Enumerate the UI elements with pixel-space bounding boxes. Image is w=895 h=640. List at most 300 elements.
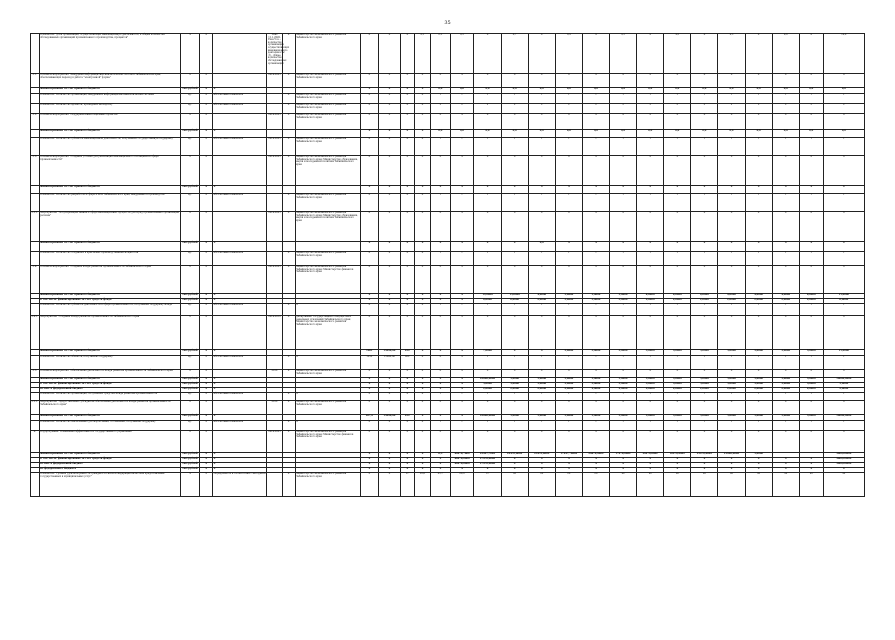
table-cell <box>31 252 40 266</box>
table-cell: Х <box>450 242 474 252</box>
table-cell: тыс.рублей <box>180 388 200 393</box>
table-cell: Х <box>180 74 200 88</box>
table-cell: Х <box>400 421 414 431</box>
table-cell: Х <box>474 186 501 194</box>
table-cell: Х <box>610 74 637 88</box>
table-cell: 3,0000 <box>664 383 691 388</box>
table-cell: 1 <box>799 304 823 316</box>
table-cell: Х <box>360 370 378 378</box>
table-cell: Х <box>282 316 295 350</box>
table-cell: Х <box>200 388 213 393</box>
table-cell: Показатель "Количество созданных в крае новых производственных мощностей" <box>39 252 180 266</box>
table-cell: 1 <box>823 94 864 104</box>
table-cell: Х <box>582 74 609 88</box>
table-cell: Финансирование за счет краевого бюджета <box>39 130 180 138</box>
table-cell: в том числе: финансирование за счет средств фонда <box>39 383 180 388</box>
table-cell: Министерство экономического развития Забайкальского края <box>295 104 360 114</box>
table-cell: Х <box>379 130 401 138</box>
table-cell: 1 <box>664 138 691 156</box>
table-cell: 1 <box>691 421 718 431</box>
table-cell: 2014-2025 <box>267 156 282 186</box>
table-cell: 5,0000 <box>555 415 582 421</box>
table-cell: Министерство экономического развития Забайкальского края <box>295 94 360 104</box>
table-cell <box>31 473 40 497</box>
table-cell: 5,0000 <box>582 294 609 299</box>
table-cell: Х <box>282 252 295 266</box>
table-cell: Х <box>379 94 401 104</box>
table-cell: 1 <box>718 138 745 156</box>
table-cell: 1 <box>772 393 799 401</box>
table-cell: Х <box>282 212 295 242</box>
table-cell: Х <box>610 266 637 294</box>
table-cell: Х <box>528 266 555 294</box>
table-cell: Х <box>718 370 745 378</box>
table-cell: Х <box>180 431 200 453</box>
table-cell: 3,0000 <box>718 383 745 388</box>
table-row <box>31 94 865 104</box>
table-cell: 1 <box>664 356 691 370</box>
table-cell: Х <box>799 401 823 415</box>
table-cell: Х <box>400 468 414 473</box>
table-cell: Х <box>772 370 799 378</box>
table-cell: Х <box>360 458 378 463</box>
table-cell: 1 <box>664 393 691 401</box>
table-cell: абсолютный показатель <box>213 194 267 212</box>
table-cell: 1 <box>555 421 582 431</box>
table-cell: Х <box>414 388 430 393</box>
table-cell: 2 <box>610 104 637 114</box>
table-cell: Х <box>282 266 295 294</box>
table-cell: 1 <box>799 393 823 401</box>
table-cell: из федерального бюджета <box>39 468 180 473</box>
table-row <box>31 114 865 130</box>
table-cell: Х <box>474 212 501 242</box>
table-cell: Х <box>501 186 528 194</box>
table-cell: Х <box>360 393 378 401</box>
table-cell: Министерство экономического развития Забайкальского края <box>295 138 360 156</box>
table-cell: Х <box>379 212 401 242</box>
table-cell: Х <box>501 316 528 350</box>
table-cell: 1 <box>501 421 528 431</box>
table-cell: 2014-2025 <box>267 74 282 88</box>
table-cell: Х <box>414 104 430 114</box>
table-cell: 3,0000 <box>501 383 528 388</box>
table-cell: 0,0 <box>772 88 799 94</box>
table-cell: Х <box>414 266 430 294</box>
table-cell: 90 <box>745 473 772 497</box>
table-cell: Х <box>379 401 401 415</box>
table-cell: Финансирование за счет краевого бюджета <box>39 294 180 299</box>
table-cell: ед. <box>180 393 200 401</box>
table-cell: Х <box>400 194 414 212</box>
table-cell: Х <box>718 212 745 242</box>
table-cell: Х <box>637 74 664 88</box>
table-cell: 1 <box>799 194 823 212</box>
table-cell: 1 <box>555 94 582 104</box>
table-cell: 2 <box>718 104 745 114</box>
table-cell: Х <box>379 453 401 458</box>
table-cell: 2 <box>474 104 501 114</box>
table-cell: 2014-2025 <box>267 266 282 294</box>
table-cell: 1 <box>745 252 772 266</box>
table-cell: 1 <box>691 94 718 104</box>
table-cell: Х <box>282 104 295 114</box>
table-cell: 1 <box>799 94 823 104</box>
table-cell: 1 <box>823 393 864 401</box>
table-cell: Х <box>200 468 213 473</box>
table-cell: Х <box>431 350 451 356</box>
table-cell: 1 <box>528 138 555 156</box>
table-cell: 15,0000 <box>823 350 864 356</box>
table-cell: 0,0 <box>555 130 582 138</box>
table-row <box>31 156 865 186</box>
table-cell: 1 <box>474 194 501 212</box>
table-cell: Х <box>400 294 414 299</box>
table-cell: Х <box>450 415 474 421</box>
table-cell: Х <box>200 156 213 186</box>
table-cell: Министерство экономического развития Забайкальского края <box>295 194 360 212</box>
table-cell: 3,0000 <box>799 383 823 388</box>
table-cell: Х <box>745 34 772 74</box>
table-cell: Х <box>282 431 295 453</box>
table-cell: 1 <box>450 421 474 431</box>
table-cell: Х <box>400 388 414 393</box>
table-cell: Х <box>200 421 213 431</box>
table-cell: 1 <box>501 194 528 212</box>
table-cell: 1 <box>664 94 691 104</box>
table-cell: 9,8 <box>772 34 799 74</box>
table-cell: Х <box>582 370 609 378</box>
table-cell: 1 <box>637 356 664 370</box>
table-cell: 2,0000 <box>637 388 664 393</box>
table-cell: 23478,6882 <box>528 453 555 458</box>
table-cell: 452 <box>400 350 414 356</box>
table-cell: Х <box>379 431 401 453</box>
table-cell: 3.5.1. <box>31 401 40 415</box>
table-cell: Х <box>431 431 451 453</box>
table-cell: 3,0000 <box>745 350 772 356</box>
table-cell: Х <box>691 431 718 453</box>
table-cell: тыс.рублей <box>180 383 200 388</box>
table-cell: 2 <box>823 104 864 114</box>
table-cell: Х <box>610 401 637 415</box>
table-cell: Показатель "Доля организаций, осуществляющих инновационную деятельность, в общем количестве обследованных организаций промышленного производства, процентов" <box>39 34 180 74</box>
table-cell: 3,0000 <box>528 383 555 388</box>
table-cell: 0,0 <box>691 130 718 138</box>
table-cell: Х <box>691 370 718 378</box>
table-cell: Х <box>610 468 637 473</box>
table-cell: 5,0000 <box>610 415 637 421</box>
table-cell: Х <box>528 350 555 356</box>
table-cell <box>213 316 267 350</box>
table-cell: Х <box>637 458 664 463</box>
table-cell: 5,0000 <box>745 453 772 458</box>
table-cell: Х <box>400 431 414 453</box>
table-cell: Х <box>200 383 213 388</box>
table-cell: 21666,0000 <box>718 453 745 458</box>
table-cell: 967,6 <box>360 415 378 421</box>
table-cell: Х <box>745 266 772 294</box>
table-cell: Х <box>450 266 474 294</box>
table-cell: 1 <box>528 421 555 431</box>
table-cell: тыс.рублей <box>180 350 200 356</box>
table-cell: Х <box>637 114 664 130</box>
table-cell: Х <box>213 294 267 299</box>
table-cell: Х <box>718 186 745 194</box>
table-cell: 89 <box>582 473 609 497</box>
table-cell: Х <box>400 378 414 383</box>
table-cell: Х <box>610 370 637 378</box>
table-cell: 5,0000 <box>610 378 637 383</box>
table-cell: Финансирование за счет краевого бюджета <box>39 415 180 421</box>
table-cell: 2014-2025 <box>267 431 282 453</box>
table-cell: Х <box>664 74 691 88</box>
table-cell: Х <box>360 130 378 138</box>
table-cell: 5,0000 <box>664 378 691 383</box>
table-cell: 2 <box>431 104 451 114</box>
table-cell: Х <box>414 252 430 266</box>
table-cell: Х <box>745 242 772 252</box>
table-cell: 5,0000 <box>501 378 528 383</box>
table-cell: Х <box>379 299 401 304</box>
table-cell: Х <box>691 186 718 194</box>
table-cell: 1 <box>745 194 772 212</box>
table-cell: 3.3. <box>31 156 40 186</box>
table-cell: Х <box>799 34 823 74</box>
table-cell: Х <box>400 130 414 138</box>
table-cell: Х <box>555 458 582 463</box>
table-row <box>31 421 865 431</box>
table-cell: 0,0 <box>474 130 501 138</box>
table-cell: Х <box>799 212 823 242</box>
table-cell: 3000,00000 <box>823 458 864 463</box>
table-cell: Х <box>379 458 401 463</box>
table-cell: Х <box>431 370 451 378</box>
table-cell: 3,0000 <box>823 383 864 388</box>
table-cell: 2 <box>450 104 474 114</box>
table-cell: 1 <box>501 304 528 316</box>
table-cell: Х <box>799 156 823 186</box>
table-cell: 0,0 <box>610 88 637 94</box>
table-row <box>31 401 865 415</box>
table-cell: 5,0000 <box>582 415 609 421</box>
table-cell: Х <box>823 212 864 242</box>
table-cell: Х <box>772 74 799 88</box>
table-cell: 2 <box>664 104 691 114</box>
table-cell: Х <box>745 156 772 186</box>
table-cell <box>31 356 40 370</box>
table-cell: 1 <box>450 252 474 266</box>
table-cell <box>282 242 295 252</box>
table-cell: Х <box>414 186 430 194</box>
table-cell: Х <box>414 88 430 94</box>
table-cell: 1 <box>772 94 799 104</box>
table-cell: Х <box>664 468 691 473</box>
table-cell: 9,3 <box>664 34 691 74</box>
table-cell: 48478,0000 <box>450 458 474 463</box>
table-cell: Х <box>379 156 401 186</box>
table-cell: Х <box>431 378 451 383</box>
table-cell <box>213 370 267 378</box>
table-cell: Х <box>379 138 401 156</box>
table-cell: Х <box>582 34 609 74</box>
table-cell: Х <box>213 458 267 463</box>
table-cell: в том числе: финансирование за счет средств фонда <box>39 299 180 304</box>
table-cell: 1 <box>610 194 637 212</box>
table-cell: Х <box>691 212 718 242</box>
table-cell: 0,0 <box>610 130 637 138</box>
table-cell: 3,0000 <box>745 383 772 388</box>
table-cell: 3,0000 <box>799 350 823 356</box>
table-cell: Х <box>555 370 582 378</box>
table-cell: Х <box>718 401 745 415</box>
table-cell: 1 <box>555 304 582 316</box>
table-cell: Х <box>664 156 691 186</box>
table-cell: 1 <box>823 356 864 370</box>
table-cell: Х <box>200 473 213 497</box>
table-cell: 3.3.1. <box>31 212 40 242</box>
table-cell <box>31 186 40 194</box>
table-cell: 3.1. <box>31 74 40 88</box>
table-cell: Х <box>379 186 401 194</box>
table-cell: Х <box>360 388 378 393</box>
table-cell: Х <box>360 316 378 350</box>
table-cell: из них: в федеральный бюджет <box>39 463 180 468</box>
table-cell: Х <box>501 458 528 463</box>
table-cell: Х <box>637 266 664 294</box>
table-cell: Х <box>528 186 555 194</box>
table-cell: Х <box>295 356 360 370</box>
table-cell: Х <box>180 401 200 415</box>
table-cell: Х <box>360 468 378 473</box>
table-cell: 1 <box>582 252 609 266</box>
table-cell: Х <box>555 468 582 473</box>
table-cell: Министерство экономического развития Забайкальского края <box>295 114 360 130</box>
table-row <box>31 304 865 316</box>
table-cell: Х <box>528 463 555 468</box>
table-cell: Х <box>200 431 213 453</box>
table-cell: Х <box>823 316 864 350</box>
page-number: 35 <box>444 20 451 26</box>
table-cell: 5,0000 <box>718 378 745 383</box>
table-cell: 88 <box>501 473 528 497</box>
table-cell: Х <box>282 401 295 415</box>
table-cell: 2,0000 <box>555 388 582 393</box>
table-cell: Х <box>772 468 799 473</box>
table-cell: 1 <box>664 304 691 316</box>
table-cell: Х <box>360 473 378 497</box>
table-cell: ед. <box>180 194 200 212</box>
table-cell: 1 <box>582 304 609 316</box>
table-cell: тыс.рублей <box>180 294 200 299</box>
table-cell: Х <box>414 370 430 378</box>
table-cell: 1 <box>450 304 474 316</box>
table-cell: Х <box>637 431 664 453</box>
table-cell: 1 <box>610 304 637 316</box>
table-cell: Х <box>213 186 267 194</box>
table-cell: 18478,6882 <box>664 453 691 458</box>
table-cell: Х <box>450 356 474 370</box>
table-cell: 0,0 <box>582 130 609 138</box>
table-row <box>31 252 865 266</box>
table-cell: Х <box>745 468 772 473</box>
table-cell: Х <box>200 114 213 130</box>
table-cell: Х <box>582 458 609 463</box>
table-cell: 1 <box>528 304 555 316</box>
table-cell: 10000,0000 <box>823 378 864 383</box>
table-cell: Показатель "Количество организаций, получивших средства Фонда развития промышленности" <box>39 393 180 401</box>
table-cell: Х <box>213 388 267 393</box>
table-cell: Основное мероприятие "Поддержка инвестиционных проектов" <box>39 114 180 130</box>
table-cell: 2,0000 <box>772 388 799 393</box>
table-cell: Х <box>200 458 213 463</box>
table-cell: 2,0000 <box>664 299 691 304</box>
table-cell: 1 <box>610 138 637 156</box>
table-cell: Х <box>213 130 267 138</box>
table-cell: 4,0000 <box>745 294 772 299</box>
table-cell: Х <box>637 463 664 468</box>
table-cell: Х <box>745 463 772 468</box>
table-cell: Х <box>718 458 745 463</box>
table-cell: 2,0000 <box>772 299 799 304</box>
table-cell: Х <box>414 350 430 356</box>
table-cell: Х <box>528 401 555 415</box>
table-cell: 2 <box>799 104 823 114</box>
table-row <box>31 34 865 74</box>
table-cell: Х <box>360 194 378 212</box>
table-cell: Х <box>400 316 414 350</box>
table-cell: 90 <box>772 473 799 497</box>
table-cell: Х <box>282 114 295 130</box>
table-cell: 1 <box>637 138 664 156</box>
table-cell: Х <box>360 94 378 104</box>
table-row <box>31 266 865 294</box>
table-cell: Х <box>379 74 401 88</box>
table-cell: Х <box>450 388 474 393</box>
table-cell: 5,0000 <box>610 294 637 299</box>
table-cell: 13,0000 <box>474 294 501 299</box>
table-cell: Х <box>213 88 267 94</box>
table-cell: Х <box>200 88 213 94</box>
table-cell: Х <box>501 401 528 415</box>
table-cell: Х <box>637 242 664 252</box>
table-cell: 1 <box>610 252 637 266</box>
table-cell <box>31 194 40 212</box>
table-cell: 1 <box>691 393 718 401</box>
table-cell <box>213 34 267 74</box>
table-cell: Х <box>360 383 378 388</box>
table-cell: 4,0000 <box>799 294 823 299</box>
table-cell: Х <box>431 242 451 252</box>
table-cell: Х <box>379 421 401 431</box>
table-row <box>31 212 865 242</box>
table-cell: Х <box>360 266 378 294</box>
table-cell: Х <box>823 401 864 415</box>
table-cell: Х <box>414 393 430 401</box>
table-cell: 3,0000 <box>610 350 637 356</box>
table-cell: 1 <box>555 356 582 370</box>
table-cell: Х <box>200 34 213 74</box>
table-cell: Х <box>772 316 799 350</box>
table-cell: Х <box>772 458 799 463</box>
table-cell: 2,0000 <box>823 388 864 393</box>
table-cell: Х <box>664 401 691 415</box>
table-cell: Х <box>213 299 267 304</box>
table-cell: из них: в федеральный бюджет <box>39 388 180 393</box>
table-cell: 4,0000 <box>528 294 555 299</box>
table-cell: Х <box>823 468 864 473</box>
table-cell: Х <box>772 186 799 194</box>
